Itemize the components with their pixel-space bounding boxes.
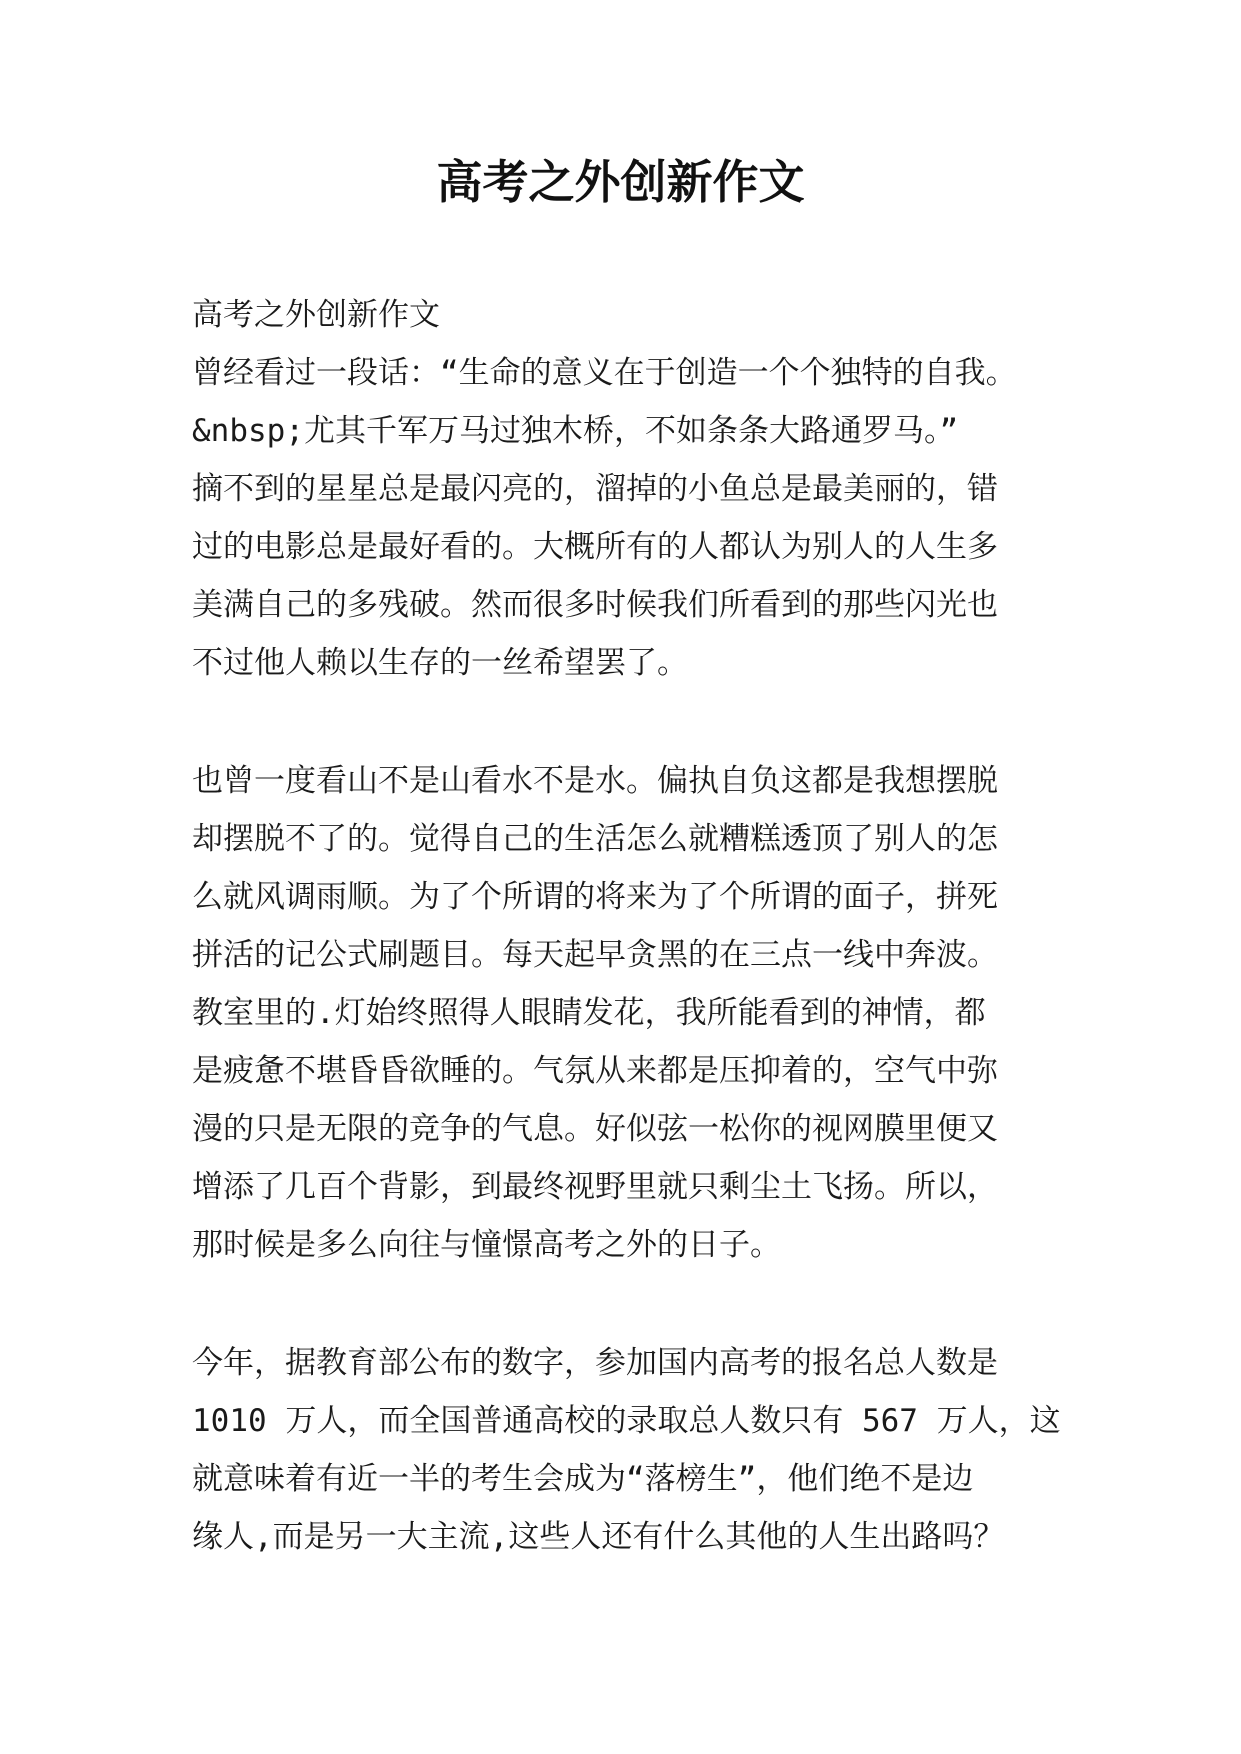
text-line: 那时候是多么向往与憧憬高考之外的日子。 — [192, 1227, 781, 1263]
document-title: 高考之外创新作文 — [436, 155, 805, 209]
paragraph-3 — [192, 1334, 1072, 1566]
paragraph-1 — [192, 286, 1072, 692]
text-line: 不过他人赖以生存的一丝希望罢了。 — [192, 645, 688, 681]
text-line: 增添了几百个背影，到最终视野里就只剩尘土飞扬。所以， — [192, 1169, 998, 1205]
text-line: 就意味着有近一半的考生会成为“落榜生”，他们绝不是边 — [192, 1461, 974, 1497]
text-line: 摘不到的星星总是最闪亮的，溜掉的小鱼总是最美丽的，错 — [192, 471, 998, 507]
text-line: 曾经看过一段话：“生命的意义在于创造一个个独特的自我。 — [192, 355, 1017, 391]
text-line: 今年，据教育部公布的数字，参加国内高考的报名总人数是 — [192, 1345, 998, 1381]
text-line: 1010 万人，而全国普通高校的录取总人数只有 567 万人，这 — [192, 1403, 1061, 1439]
text-line: 拼活的记公式刷题目。每天起早贪黑的在三点一线中奔波。 — [192, 937, 998, 973]
text-line: 却摆脱不了的。觉得自己的生活怎么就糟糕透顶了别人的怎 — [192, 821, 998, 857]
text-line: 教室里的.灯始终照得人眼睛发花，我所能看到的神情，都 — [192, 995, 986, 1031]
text-line: 美满自己的多残破。然而很多时候我们所看到的那些闪光也 — [192, 587, 998, 623]
text-line: 缘人,而是另一大主流,这些人还有什么其他的人生出路吗？ — [192, 1519, 1005, 1555]
paragraph-2 — [192, 752, 1072, 1274]
text-line: 么就风调雨顺。为了个所谓的将来为了个所谓的面子，拼死 — [192, 879, 998, 915]
text-line: 是疲惫不堪昏昏欲睡的。气氛从来都是压抑着的，空气中弥 — [192, 1053, 998, 1089]
text-line: &nbsp;尤其千军万马过独木桥，不如条条大路通罗马。” — [192, 413, 959, 449]
document-subtitle: 高考之外创新作文 — [192, 297, 440, 333]
text-line: 过的电影总是最好看的。大概所有的人都认为别人的人生多 — [192, 529, 998, 565]
text-line: 也曾一度看山不是山看水不是水。偏执自负这都是我想摆脱 — [192, 763, 998, 799]
text-line: 漫的只是无限的竞争的气息。好似弦一松你的视网膜里便又 — [192, 1111, 998, 1147]
